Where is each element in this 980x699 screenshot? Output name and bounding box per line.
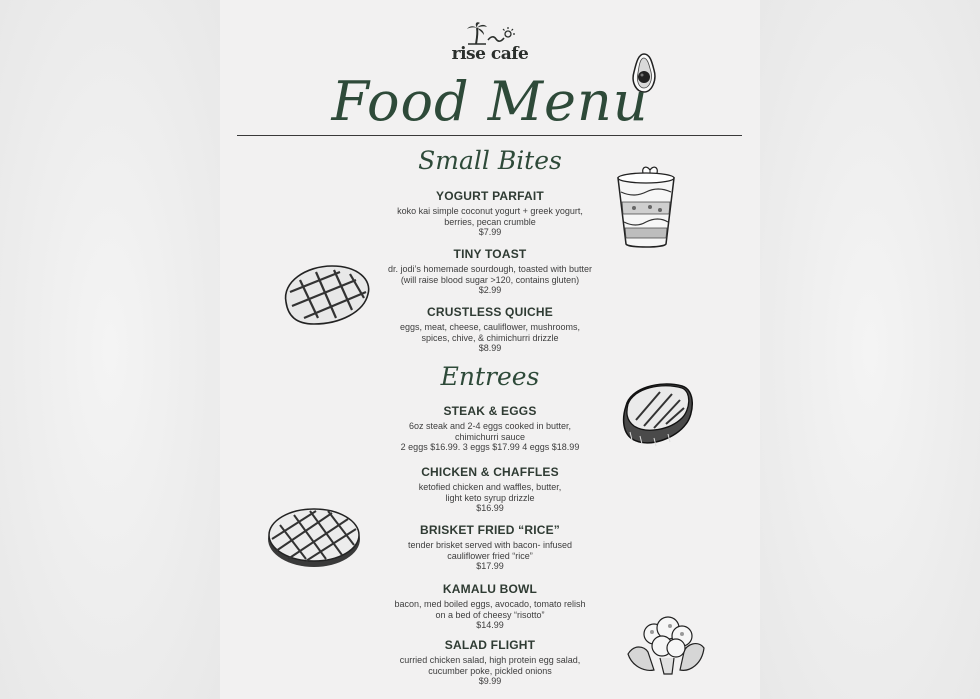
brand-logo [220, 20, 760, 66]
item-description [360, 482, 620, 514]
item-desc-line: ketofied chicken and waffles, butter, [418, 482, 562, 492]
item-description [360, 206, 620, 238]
menu-page [220, 0, 760, 699]
item-name: KAMALU BOWL [442, 582, 538, 596]
menu-item-salad-flight [360, 638, 620, 687]
item-description [360, 421, 620, 453]
item-desc-line: curried chicken salad, high protein egg salad, [399, 655, 581, 665]
item-name: CHICKEN & CHAFFLES [421, 465, 559, 479]
menu-item-kamalu-bowl [360, 582, 620, 631]
item-price: $14.99 [476, 620, 504, 630]
item-desc-line: 6oz steak and 2-4 eggs cooked in butter, [408, 421, 572, 431]
item-name: TINY TOAST [453, 247, 527, 261]
item-desc-line: chimichurri sauce [454, 431, 526, 442]
menu-item-brisket-fried-rice [360, 523, 620, 572]
section-title-small-bites: Small Bites [418, 146, 562, 175]
steak-illustration [620, 380, 696, 450]
item-description [360, 599, 620, 631]
item-description [360, 264, 620, 296]
item-description [360, 655, 620, 687]
item-description [360, 540, 620, 572]
item-price: $7.99 [478, 227, 502, 237]
menu-item-steak-eggs [360, 404, 620, 453]
item-name: YOGURT PARFAIT [436, 189, 544, 203]
item-desc-line: eggs, meat, cheese, cauliflower, mushrooms, [399, 322, 581, 332]
item-desc-line: on a bed of cheesy “risotto” [435, 609, 545, 620]
wave-icon [488, 37, 504, 41]
item-price: 2 eggs $16.99. 3 eggs $17.99 4 eggs $18.99 [400, 442, 580, 452]
backdrop-right [760, 0, 980, 699]
bread-loaf-illustration [280, 262, 372, 326]
item-desc-line: cauliflower fried “rice” [447, 550, 533, 561]
menu-item-yogurt-parfait [360, 189, 620, 238]
sun-icon [505, 31, 511, 37]
item-price: $16.99 [476, 503, 504, 513]
item-description [360, 322, 620, 354]
item-name: CRUSTLESS QUICHE [427, 305, 553, 319]
menu-item-crustless-quiche [360, 305, 620, 354]
item-desc-line: dr. jodi’s homemade sourdough, toasted with butter [388, 264, 592, 274]
menu-item-chicken-chaffles [360, 465, 620, 514]
item-desc-line: berries, pecan crumble [444, 216, 536, 227]
item-desc-line: koko kai simple coconut yogurt + greek yogurt, [397, 206, 583, 216]
item-desc-line: bacon, med boiled eggs, avocado, tomato relish [394, 599, 586, 609]
item-desc-line: (will raise blood sugar >120, contains gluten) [400, 274, 580, 285]
item-name: SALAD FLIGHT [444, 638, 536, 652]
item-price: $9.99 [478, 676, 502, 686]
palm-tree-icon [466, 22, 516, 46]
item-price: $17.99 [476, 561, 504, 571]
item-desc-line: light keto syrup drizzle [445, 492, 535, 503]
cauliflower-illustration [624, 614, 708, 678]
item-name: BRISKET FRIED “RICE” [419, 523, 560, 537]
brand-name: rise cafe [451, 44, 529, 64]
item-desc-line: cucumber poke, pickled onions [428, 665, 552, 676]
section-title-entrees: Entrees [440, 362, 540, 391]
waffle-illustration [266, 505, 362, 569]
menu-title: Food Menu [331, 70, 649, 133]
item-price: $8.99 [478, 343, 502, 353]
backdrop-left [0, 0, 220, 699]
title-divider [237, 135, 742, 136]
parfait-cup-illustration [614, 162, 678, 250]
item-desc-line: spices, chive, & chimichurri drizzle [421, 332, 559, 343]
item-price: $2.99 [478, 285, 502, 295]
item-name: STEAK & EGGS [443, 404, 537, 418]
menu-item-tiny-toast [360, 247, 620, 296]
item-desc-line: tender brisket served with bacon- infused [407, 540, 573, 550]
